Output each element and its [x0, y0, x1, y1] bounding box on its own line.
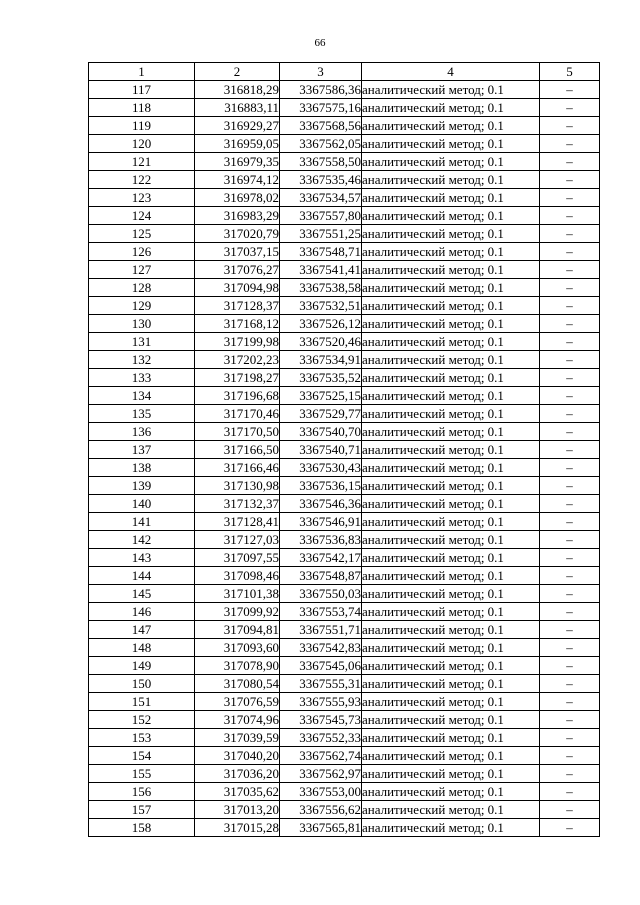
x-coordinate-cell: 317168,12 [195, 315, 280, 333]
method-cell: аналитический метод; 0.1 [362, 351, 540, 369]
point-number-cell: 143 [89, 549, 195, 567]
note-cell: – [540, 531, 600, 549]
method-cell: аналитический метод; 0.1 [362, 315, 540, 333]
note-cell: – [540, 243, 600, 261]
table-row [89, 621, 600, 639]
point-number-cell: 141 [89, 513, 195, 531]
table-row [89, 639, 600, 657]
table-row [89, 477, 600, 495]
point-number-cell: 152 [89, 711, 195, 729]
page-number: 66 [314, 37, 326, 49]
x-coordinate-cell: 317127,03 [195, 531, 280, 549]
x-coordinate-cell: 317128,41 [195, 513, 280, 531]
method-cell: аналитический метод; 0.1 [362, 657, 540, 675]
table-row [89, 549, 600, 567]
point-number-cell: 133 [89, 369, 195, 387]
method-cell: аналитический метод; 0.1 [362, 189, 540, 207]
method-cell: аналитический метод; 0.1 [362, 729, 540, 747]
y-coordinate-cell: 3367541,41 [280, 261, 362, 279]
method-cell: аналитический метод; 0.1 [362, 603, 540, 621]
method-cell: аналитический метод; 0.1 [362, 117, 540, 135]
x-coordinate-cell: 317036,20 [195, 765, 280, 783]
table-row [89, 819, 600, 837]
column-header-1: 1 [89, 63, 195, 81]
y-coordinate-cell: 3367538,58 [280, 279, 362, 297]
y-coordinate-cell: 3367520,46 [280, 333, 362, 351]
note-cell: – [540, 459, 600, 477]
table-row [89, 333, 600, 351]
note-cell: – [540, 117, 600, 135]
table-row [89, 153, 600, 171]
note-cell: – [540, 657, 600, 675]
note-cell: – [540, 135, 600, 153]
method-cell: аналитический метод; 0.1 [362, 693, 540, 711]
x-coordinate-cell: 317074,96 [195, 711, 280, 729]
table-row [89, 117, 600, 135]
method-cell: аналитический метод; 0.1 [362, 279, 540, 297]
x-coordinate-cell: 317128,37 [195, 297, 280, 315]
method-cell: аналитический метод; 0.1 [362, 207, 540, 225]
x-coordinate-cell: 316818,29 [195, 81, 280, 99]
x-coordinate-cell: 316978,02 [195, 189, 280, 207]
point-number-cell: 136 [89, 423, 195, 441]
point-number-cell: 146 [89, 603, 195, 621]
x-coordinate-cell: 317099,92 [195, 603, 280, 621]
note-cell: – [540, 207, 600, 225]
table-row [89, 243, 600, 261]
x-coordinate-cell: 317202,23 [195, 351, 280, 369]
table-row [89, 171, 600, 189]
point-number-cell: 155 [89, 765, 195, 783]
method-cell: аналитический метод; 0.1 [362, 549, 540, 567]
x-coordinate-cell: 317130,98 [195, 477, 280, 495]
x-coordinate-cell: 316983,29 [195, 207, 280, 225]
note-cell: – [540, 621, 600, 639]
y-coordinate-cell: 3367536,83 [280, 531, 362, 549]
note-cell: – [540, 729, 600, 747]
point-number-cell: 145 [89, 585, 195, 603]
point-number-cell: 134 [89, 387, 195, 405]
method-cell: аналитический метод; 0.1 [362, 99, 540, 117]
table-row [89, 657, 600, 675]
point-number-cell: 138 [89, 459, 195, 477]
method-cell: аналитический метод; 0.1 [362, 477, 540, 495]
note-cell: – [540, 297, 600, 315]
method-cell: аналитический метод; 0.1 [362, 801, 540, 819]
note-cell: – [540, 369, 600, 387]
method-cell: аналитический метод; 0.1 [362, 369, 540, 387]
method-cell: аналитический метод; 0.1 [362, 639, 540, 657]
method-cell: аналитический метод; 0.1 [362, 513, 540, 531]
note-cell: – [540, 81, 600, 99]
note-cell: – [540, 423, 600, 441]
table-row [89, 585, 600, 603]
point-number-cell: 135 [89, 405, 195, 423]
point-number-cell: 117 [89, 81, 195, 99]
y-coordinate-cell: 3367545,73 [280, 711, 362, 729]
point-number-cell: 120 [89, 135, 195, 153]
y-coordinate-cell: 3367542,17 [280, 549, 362, 567]
method-cell: аналитический метод; 0.1 [362, 819, 540, 837]
x-coordinate-cell: 317076,59 [195, 693, 280, 711]
header-row [89, 63, 600, 81]
y-coordinate-cell: 3367532,51 [280, 297, 362, 315]
y-coordinate-cell: 3367553,74 [280, 603, 362, 621]
point-number-cell: 128 [89, 279, 195, 297]
y-coordinate-cell: 3367540,71 [280, 441, 362, 459]
point-number-cell: 147 [89, 621, 195, 639]
table-row [89, 423, 600, 441]
x-coordinate-cell: 317199,98 [195, 333, 280, 351]
table-row [89, 765, 600, 783]
table-row [89, 279, 600, 297]
column-header-5: 5 [540, 63, 600, 81]
method-cell: аналитический метод; 0.1 [362, 459, 540, 477]
note-cell: – [540, 711, 600, 729]
point-number-cell: 137 [89, 441, 195, 459]
x-coordinate-cell: 317020,79 [195, 225, 280, 243]
table-row [89, 495, 600, 513]
y-coordinate-cell: 3367530,43 [280, 459, 362, 477]
point-number-cell: 131 [89, 333, 195, 351]
y-coordinate-cell: 3367526,12 [280, 315, 362, 333]
note-cell: – [540, 567, 600, 585]
y-coordinate-cell: 3367546,91 [280, 513, 362, 531]
x-coordinate-cell: 317101,38 [195, 585, 280, 603]
table-row [89, 567, 600, 585]
y-coordinate-cell: 3367535,52 [280, 369, 362, 387]
x-coordinate-cell: 316883,11 [195, 99, 280, 117]
x-coordinate-cell: 317035,62 [195, 783, 280, 801]
y-coordinate-cell: 3367551,25 [280, 225, 362, 243]
y-coordinate-cell: 3367557,80 [280, 207, 362, 225]
note-cell: – [540, 801, 600, 819]
note-cell: – [540, 549, 600, 567]
note-cell: – [540, 477, 600, 495]
note-cell: – [540, 765, 600, 783]
point-number-cell: 154 [89, 747, 195, 765]
note-cell: – [540, 585, 600, 603]
note-cell: – [540, 351, 600, 369]
method-cell: аналитический метод; 0.1 [362, 261, 540, 279]
note-cell: – [540, 747, 600, 765]
x-coordinate-cell: 317196,68 [195, 387, 280, 405]
y-coordinate-cell: 3367535,46 [280, 171, 362, 189]
method-cell: аналитический метод; 0.1 [362, 225, 540, 243]
table-row [89, 81, 600, 99]
table-row [89, 675, 600, 693]
note-cell: – [540, 783, 600, 801]
table-row [89, 693, 600, 711]
note-cell: – [540, 513, 600, 531]
y-coordinate-cell: 3367548,71 [280, 243, 362, 261]
table-row [89, 783, 600, 801]
point-number-cell: 132 [89, 351, 195, 369]
y-coordinate-cell: 3367546,36 [280, 495, 362, 513]
y-coordinate-cell: 3367553,00 [280, 783, 362, 801]
method-cell: аналитический метод; 0.1 [362, 567, 540, 585]
method-cell: аналитический метод; 0.1 [362, 423, 540, 441]
x-coordinate-cell: 317198,27 [195, 369, 280, 387]
table-row [89, 603, 600, 621]
method-cell: аналитический метод; 0.1 [362, 135, 540, 153]
method-cell: аналитический метод; 0.1 [362, 243, 540, 261]
table-row [89, 261, 600, 279]
y-coordinate-cell: 3367558,50 [280, 153, 362, 171]
x-coordinate-cell: 316974,12 [195, 171, 280, 189]
y-coordinate-cell: 3367540,70 [280, 423, 362, 441]
x-coordinate-cell: 317098,46 [195, 567, 280, 585]
method-cell: аналитический метод; 0.1 [362, 531, 540, 549]
method-cell: аналитический метод; 0.1 [362, 765, 540, 783]
point-number-cell: 127 [89, 261, 195, 279]
method-cell: аналитический метод; 0.1 [362, 297, 540, 315]
method-cell: аналитический метод; 0.1 [362, 585, 540, 603]
table-row [89, 315, 600, 333]
note-cell: – [540, 171, 600, 189]
point-number-cell: 157 [89, 801, 195, 819]
point-number-cell: 130 [89, 315, 195, 333]
note-cell: – [540, 315, 600, 333]
note-cell: – [540, 153, 600, 171]
table-row [89, 207, 600, 225]
note-cell: – [540, 279, 600, 297]
method-cell: аналитический метод; 0.1 [362, 711, 540, 729]
x-coordinate-cell: 317078,90 [195, 657, 280, 675]
point-number-cell: 119 [89, 117, 195, 135]
method-cell: аналитический метод; 0.1 [362, 153, 540, 171]
table-row [89, 369, 600, 387]
method-cell: аналитический метод; 0.1 [362, 405, 540, 423]
point-number-cell: 129 [89, 297, 195, 315]
point-number-cell: 144 [89, 567, 195, 585]
table-row [89, 405, 600, 423]
note-cell: – [540, 387, 600, 405]
x-coordinate-cell: 317097,55 [195, 549, 280, 567]
table-row [89, 297, 600, 315]
method-cell: аналитический метод; 0.1 [362, 387, 540, 405]
method-cell: аналитический метод; 0.1 [362, 495, 540, 513]
point-number-cell: 125 [89, 225, 195, 243]
table-row [89, 531, 600, 549]
x-coordinate-cell: 317037,15 [195, 243, 280, 261]
note-cell: – [540, 333, 600, 351]
x-coordinate-cell: 317170,46 [195, 405, 280, 423]
x-coordinate-cell: 317040,20 [195, 747, 280, 765]
y-coordinate-cell: 3367550,03 [280, 585, 362, 603]
y-coordinate-cell: 3367562,74 [280, 747, 362, 765]
point-number-cell: 126 [89, 243, 195, 261]
y-coordinate-cell: 3367556,62 [280, 801, 362, 819]
column-header-3: 3 [280, 63, 362, 81]
note-cell: – [540, 495, 600, 513]
y-coordinate-cell: 3367562,97 [280, 765, 362, 783]
table-row [89, 513, 600, 531]
point-number-cell: 122 [89, 171, 195, 189]
y-coordinate-cell: 3367568,56 [280, 117, 362, 135]
x-coordinate-cell: 316929,27 [195, 117, 280, 135]
method-cell: аналитический метод; 0.1 [362, 81, 540, 99]
x-coordinate-cell: 317015,28 [195, 819, 280, 837]
note-cell: – [540, 675, 600, 693]
y-coordinate-cell: 3367525,15 [280, 387, 362, 405]
point-number-cell: 139 [89, 477, 195, 495]
point-number-cell: 151 [89, 693, 195, 711]
method-cell: аналитический метод; 0.1 [362, 747, 540, 765]
x-coordinate-cell: 317170,50 [195, 423, 280, 441]
point-number-cell: 142 [89, 531, 195, 549]
table-row [89, 747, 600, 765]
table-row [89, 351, 600, 369]
x-coordinate-cell: 316979,35 [195, 153, 280, 171]
x-coordinate-cell: 317080,54 [195, 675, 280, 693]
method-cell: аналитический метод; 0.1 [362, 441, 540, 459]
x-coordinate-cell: 317076,27 [195, 261, 280, 279]
y-coordinate-cell: 3367586,36 [280, 81, 362, 99]
y-coordinate-cell: 3367534,91 [280, 351, 362, 369]
x-coordinate-cell: 317093,60 [195, 639, 280, 657]
note-cell: – [540, 225, 600, 243]
point-number-cell: 156 [89, 783, 195, 801]
x-coordinate-cell: 317094,81 [195, 621, 280, 639]
y-coordinate-cell: 3367555,31 [280, 675, 362, 693]
point-number-cell: 124 [89, 207, 195, 225]
method-cell: аналитический метод; 0.1 [362, 171, 540, 189]
y-coordinate-cell: 3367545,06 [280, 657, 362, 675]
x-coordinate-cell: 317094,98 [195, 279, 280, 297]
y-coordinate-cell: 3367562,05 [280, 135, 362, 153]
table-row [89, 387, 600, 405]
point-number-cell: 149 [89, 657, 195, 675]
method-cell: аналитический метод; 0.1 [362, 783, 540, 801]
x-coordinate-cell: 317132,37 [195, 495, 280, 513]
y-coordinate-cell: 3367534,57 [280, 189, 362, 207]
note-cell: – [540, 603, 600, 621]
table-row [89, 729, 600, 747]
method-cell: аналитический метод; 0.1 [362, 333, 540, 351]
table-row [89, 459, 600, 477]
y-coordinate-cell: 3367548,87 [280, 567, 362, 585]
point-number-cell: 118 [89, 99, 195, 117]
x-coordinate-cell: 317039,59 [195, 729, 280, 747]
y-coordinate-cell: 3367536,15 [280, 477, 362, 495]
point-number-cell: 150 [89, 675, 195, 693]
note-cell: – [540, 639, 600, 657]
table-row [89, 441, 600, 459]
table-body [89, 81, 600, 837]
y-coordinate-cell: 3367552,33 [280, 729, 362, 747]
note-cell: – [540, 261, 600, 279]
x-coordinate-cell: 317166,46 [195, 459, 280, 477]
point-number-cell: 153 [89, 729, 195, 747]
note-cell: – [540, 189, 600, 207]
x-coordinate-cell: 317166,50 [195, 441, 280, 459]
note-cell: – [540, 405, 600, 423]
point-number-cell: 148 [89, 639, 195, 657]
x-coordinate-cell: 316959,05 [195, 135, 280, 153]
note-cell: – [540, 99, 600, 117]
y-coordinate-cell: 3367565,81 [280, 819, 362, 837]
note-cell: – [540, 693, 600, 711]
table-row [89, 135, 600, 153]
table-row [89, 99, 600, 117]
table-row [89, 711, 600, 729]
table-row [89, 189, 600, 207]
y-coordinate-cell: 3367551,71 [280, 621, 362, 639]
column-header-4: 4 [362, 63, 540, 81]
point-number-cell: 121 [89, 153, 195, 171]
point-number-cell: 158 [89, 819, 195, 837]
y-coordinate-cell: 3367542,83 [280, 639, 362, 657]
point-number-cell: 123 [89, 189, 195, 207]
point-number-cell: 140 [89, 495, 195, 513]
column-header-2: 2 [195, 63, 280, 81]
method-cell: аналитический метод; 0.1 [362, 675, 540, 693]
coordinates-table [88, 62, 600, 837]
note-cell: – [540, 819, 600, 837]
y-coordinate-cell: 3367555,93 [280, 693, 362, 711]
y-coordinate-cell: 3367575,16 [280, 99, 362, 117]
table-row [89, 225, 600, 243]
y-coordinate-cell: 3367529,77 [280, 405, 362, 423]
note-cell: – [540, 441, 600, 459]
method-cell: аналитический метод; 0.1 [362, 621, 540, 639]
x-coordinate-cell: 317013,20 [195, 801, 280, 819]
table-row [89, 801, 600, 819]
